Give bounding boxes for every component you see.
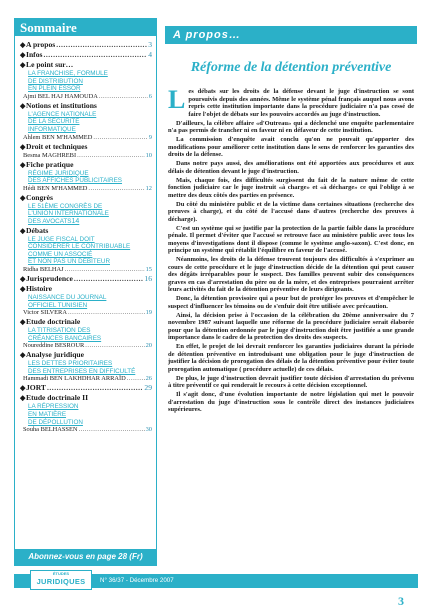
- toc-subtitle: DES ENTREPRISES EN DIFFICULTÉ: [28, 367, 136, 375]
- toc-entry[interactable]: [20, 142, 152, 160]
- article-paragraph: Du côté du ministère public et de la victime dans certaines situations (recherche des preuves à charge), et du côté de l'accusé dans d'autres (recherche des preuves à décharge).: [168, 200, 414, 223]
- toc-author: Noureddine BESROUR: [23, 342, 85, 350]
- toc-entry[interactable]: [20, 226, 152, 274]
- article-paragraph: [168, 85, 414, 118]
- bullet-icon: ◆: [20, 61, 26, 69]
- toc-heading-label: Infos: [26, 50, 43, 59]
- toc-entry[interactable]: [20, 50, 152, 60]
- toc-entry[interactable]: [20, 317, 152, 350]
- toc-entry[interactable]: [20, 160, 152, 193]
- magazine-logo: [30, 570, 92, 590]
- toc-page-number: 30: [145, 426, 152, 434]
- toc-entry[interactable]: [20, 101, 152, 142]
- toc-page-number: 9: [148, 133, 152, 141]
- toc-leader-dots: [56, 40, 147, 49]
- toc-leader-dots: [47, 383, 143, 392]
- toc-subtitle: [20, 218, 152, 226]
- toc-heading-label: Débats: [26, 225, 49, 235]
- toc-entry[interactable]: [20, 193, 152, 226]
- toc-page-number: 10: [145, 151, 152, 159]
- toc-heading[interactable]: [20, 60, 152, 70]
- bullet-icon: ◆: [20, 193, 26, 202]
- toc-page-number: 19: [145, 309, 152, 317]
- toc-entry[interactable]: [20, 393, 152, 434]
- toc-author: Hammadi BEN LAKHDHAR ARRAÏD: [23, 375, 126, 383]
- toc-leader-dots: [77, 152, 145, 160]
- toc-page-number: 29: [144, 383, 152, 393]
- article-paragraph: De plus, le juge d'instruction devrait justifier toute décision d'arrestation du prévenu à titre préventif ce qui renderait le recours à cette décision exceptionnel.: [168, 374, 414, 389]
- toc-author-line: [20, 266, 152, 274]
- logo-bottom-text: JURIDIQUES: [36, 577, 86, 586]
- toc-author: Hédi BEN M'HAMMED: [23, 184, 88, 192]
- bullet-icon: ◆: [20, 51, 26, 59]
- toc-author: Ajmi BEL HAJ HAMOUDA: [23, 92, 98, 100]
- article-paragraph: D'ailleurs, la célèbre affaire «d'Outreau» qui a déclenché une enquête parlementaire n'a pas permis de trancher ni en faveur ni en défaveur de cette institution.: [168, 119, 414, 134]
- toc-leader-dots: [79, 426, 145, 434]
- toc-page-number: 26: [145, 375, 152, 383]
- subscribe-banner[interactable]: Abonnez-vous en page 28 (Fr): [15, 549, 156, 565]
- toc-heading-label: Droit et techniques: [26, 141, 88, 151]
- toc-page-number: 15: [145, 265, 152, 273]
- toc-subtitle: OFFICIEL TUNISIEN: [28, 301, 88, 309]
- article-paragraph: Il s'agit donc, d'une évolution importante de notre législation qui met le pouvoir d'arrestation du juge d'instruction sous le contrôle direct des instances judiciaires supérieures.: [168, 391, 414, 413]
- toc-heading-label: Fiche pratique: [26, 159, 74, 169]
- toc-author-line: [20, 309, 152, 317]
- bullet-icon: ◆: [20, 274, 26, 283]
- bullet-icon: ◆: [20, 160, 26, 169]
- article-paragraph: Néanmoins, les droits de la défense trouvent toujours des difficultés à s'exprimer au cours de cette procédure et le juge d'instruction décide de la détention qui peut causer des dégâts irréparables pour le suspect. Des familles peuvent subir des conséquences graves en cas d'arrestation du père ou de la mère, et des entreprises pourraient arrêter leurs activités du fait de la détention préventive de leurs dirigeants.: [168, 256, 414, 293]
- toc-author: Besma MAGHREBI: [23, 151, 77, 159]
- toc-subtitle: LES DETTES PRIORITAIRES: [28, 360, 113, 368]
- toc-heading-label: Le point sur…: [26, 60, 74, 69]
- toc-heading[interactable]: [20, 193, 152, 203]
- section-banner: [165, 26, 417, 44]
- article-paragraph: C'est un système qui se justifie par la protection de la partie faible dans la procédure pénale. Il permet d'éviter que l'accusé se retrouve face au ministère public avec tous les moyens d'investigations dont il dispose (comme le système anglo-saxon). C'est donc, en principe un système qui rétablit l'équilibre en faveur de l'accusé.: [168, 224, 414, 254]
- paragraph-text: es débats sur les droits de la défense devant le juge d'instruction se sont poursuivis depuis des années. Même le système pénal français auquel nous avons repris cette institution importante dans la procédure judiciaire n'a pas cessé de faire l'objet de débats sur les pouvoirs accordés au juge d'instruction.: [188, 88, 414, 118]
- toc-subtitle: DE DISTRIBUTION: [28, 77, 83, 85]
- article-paragraph: Ainsi, la décision prise à l'occasion de la célébration du 20ème anniversaire du 7 novembre 1987 suivant laquelle une réforme de la procédure judiciaire serait élaborée pour que la détention ordonnée par le juge d'instruction doit être justifiée a une grande importance dans le cadre de la protection des droits des suspects.: [168, 311, 414, 341]
- article-paragraph: Dans notre pays aussi, des améliorations ont été apportées aux procédures et aux délais de détention devant le juge d'instruction.: [168, 160, 414, 175]
- toc-subtitle: LA FRANCHISE, FORMULE: [28, 70, 108, 77]
- toc-heading[interactable]: [20, 40, 152, 50]
- toc-subtitle: DES AFFICHES PUBLICITAIRES: [28, 177, 123, 185]
- toc-subtitle-text: DES AVOCATS: [28, 217, 72, 225]
- toc-author: Victor SILVERA: [23, 309, 67, 317]
- toc-author-line: [20, 152, 152, 160]
- toc-subtitle: RÉGIME JURIDIQUE: [28, 169, 89, 177]
- toc-author-line: [20, 426, 152, 434]
- toc-leader-dots: [43, 50, 147, 59]
- bullet-icon: ◆: [20, 142, 26, 151]
- toc-page-number: 14: [71, 217, 80, 225]
- toc-subtitle: ET NON PAS UN DÉBITEUR: [28, 258, 110, 266]
- toc-page-number: 6: [148, 92, 152, 100]
- toc-heading-label: Jurisprudence: [26, 273, 73, 283]
- toc-heading[interactable]: [20, 284, 152, 294]
- article-paragraph: La commission d'enquête avait conclu qu'on ne pouvait qu'apporter des modifications pour améliorer cette institution dans le sens de renforcer les garanties des droits de la défense.: [168, 136, 414, 158]
- toc-entry[interactable]: [20, 40, 152, 50]
- toc-leader-dots: [88, 185, 144, 193]
- toc-subtitle: CONSIDÉRER LE CONTRIBUABLE: [28, 243, 131, 251]
- toc-heading[interactable]: [20, 101, 152, 111]
- toc-author-line: [20, 342, 152, 350]
- toc-subtitle: DE DÉPOLLUTION: [28, 418, 83, 426]
- section-label: A propos…: [173, 29, 241, 41]
- bullet-icon: ◆: [20, 351, 26, 360]
- toc-author: Souha BELHASSEN: [23, 426, 78, 434]
- toc-leader-dots: [68, 309, 145, 317]
- table-of-contents: [15, 36, 156, 434]
- toc-subtitle: DE LA SÉCURITÉ: [28, 118, 80, 126]
- bullet-icon: ◆: [20, 384, 26, 393]
- toc-page-number: 12: [145, 184, 152, 192]
- bullet-icon: ◆: [20, 318, 26, 327]
- toc-subtitle: LE 51ÈME CONGRÈS DE: [28, 202, 103, 210]
- toc-heading-label: Analyse juridique: [26, 350, 85, 360]
- toc-author-line: [20, 93, 152, 101]
- toc-heading-label: Etude doctrinale II: [26, 393, 89, 403]
- toc-subtitle: L'UNION INTERNATIONALE: [28, 210, 109, 218]
- logo-top-text: ÉTUDES: [52, 571, 70, 576]
- toc-subtitle: EN PLEIN ESSOR: [28, 85, 81, 93]
- sommaire-title: Sommaire: [15, 19, 156, 36]
- toc-page-number: 4: [148, 50, 152, 59]
- toc-heading-label: Notions et institutions: [26, 100, 97, 110]
- issue-info: N° 36/37 - Décembre 2007: [100, 577, 174, 584]
- toc-entry[interactable]: [20, 350, 152, 383]
- toc-heading[interactable]: [20, 226, 152, 236]
- toc-leader-dots: [127, 375, 145, 383]
- toc-subtitle: L'AGENCE NATIONALE: [28, 110, 97, 118]
- toc-heading-label: A propos: [26, 40, 56, 49]
- bullet-icon: ◆: [20, 284, 26, 293]
- toc-page-number: 16: [144, 273, 152, 283]
- toc-entry[interactable]: [20, 274, 152, 284]
- toc-subtitle: CRÉANCES BANCAIRES: [28, 334, 102, 342]
- toc-author: Ahlem BEN M'HAMMED: [23, 133, 93, 141]
- toc-subtitle: COMME UN ASSOCIÉ: [28, 250, 93, 258]
- sommaire-sidebar: [14, 18, 157, 566]
- toc-entry[interactable]: [20, 60, 152, 101]
- toc-leader-dots: [74, 274, 144, 283]
- toc-heading-label: Congrès: [26, 192, 53, 202]
- toc-subtitle: INFORMATIQUE: [28, 125, 76, 133]
- toc-heading[interactable]: [20, 142, 152, 152]
- toc-leader-dots: [65, 266, 145, 274]
- toc-entry[interactable]: [20, 383, 152, 393]
- toc-entry[interactable]: [20, 284, 152, 317]
- toc-leader-dots: [93, 134, 147, 142]
- bullet-icon: ◆: [20, 41, 26, 49]
- toc-leader-dots: [99, 93, 148, 101]
- toc-subtitle: LA TITRISATION DES: [28, 327, 91, 335]
- toc-subtitle: EN MATIÈRE: [28, 411, 67, 419]
- article-body: [168, 85, 414, 415]
- toc-subtitle: LA RÉPRESSION: [28, 403, 79, 411]
- toc-author-line: [20, 375, 152, 383]
- toc-heading[interactable]: [20, 350, 152, 360]
- toc-heading[interactable]: [20, 50, 152, 60]
- article-title: Réforme de la détention préventive: [190, 60, 392, 75]
- toc-author-line: [20, 134, 152, 142]
- toc-leader-dots: [85, 342, 144, 350]
- article-paragraph: Donc, la détention provisoire qui a pour but de protéger les preuves et d'empêcher le suspect d'influencer les témoins ou de s'enfuir doit être utilisée avec précaution.: [168, 295, 414, 310]
- toc-page-number: 3: [148, 40, 152, 49]
- toc-heading[interactable]: [20, 274, 152, 284]
- toc-author: Ridha BELHAJ: [23, 265, 64, 273]
- drop-cap: L: [168, 85, 186, 114]
- toc-heading-label: Etude doctrinale: [26, 317, 81, 327]
- toc-heading-label: Histoire: [26, 283, 53, 293]
- toc-page-number: 20: [145, 342, 152, 350]
- toc-subtitle: LE JUGE FISCAL DOIT: [28, 235, 95, 243]
- bullet-icon: ◆: [20, 226, 26, 235]
- toc-subtitle: NAISSANCE DU JOURNAL: [28, 293, 107, 301]
- page-number: 3: [398, 594, 404, 608]
- toc-heading-label: JORT: [26, 383, 46, 393]
- toc-heading[interactable]: [20, 317, 152, 327]
- bullet-icon: ◆: [20, 101, 26, 110]
- article-paragraph: En effet, le projet de loi devrait renforcer les garanties judiciaires durant la période de détention préventive en introduisant une obligation pour le juge d'instruction de justifier la décision de prorogation des délais de la détention préventive pour éviter toute prorogation automatique ( procédure actuelle) de ces délais.: [168, 343, 414, 373]
- bullet-icon: ◆: [20, 394, 26, 403]
- toc-author-line: [20, 185, 152, 193]
- toc-heading[interactable]: [20, 393, 152, 403]
- article-paragraph: Mais, chaque fois, des difficultés surgissent du fait de la nature même de cette fonction judiciaire car le juge instruit «à charge» et «à décharge» ce qui l'oblige à se mettre des deux côtés des parties en présence.: [168, 176, 414, 199]
- toc-heading[interactable]: [20, 160, 152, 170]
- toc-heading[interactable]: [20, 383, 152, 393]
